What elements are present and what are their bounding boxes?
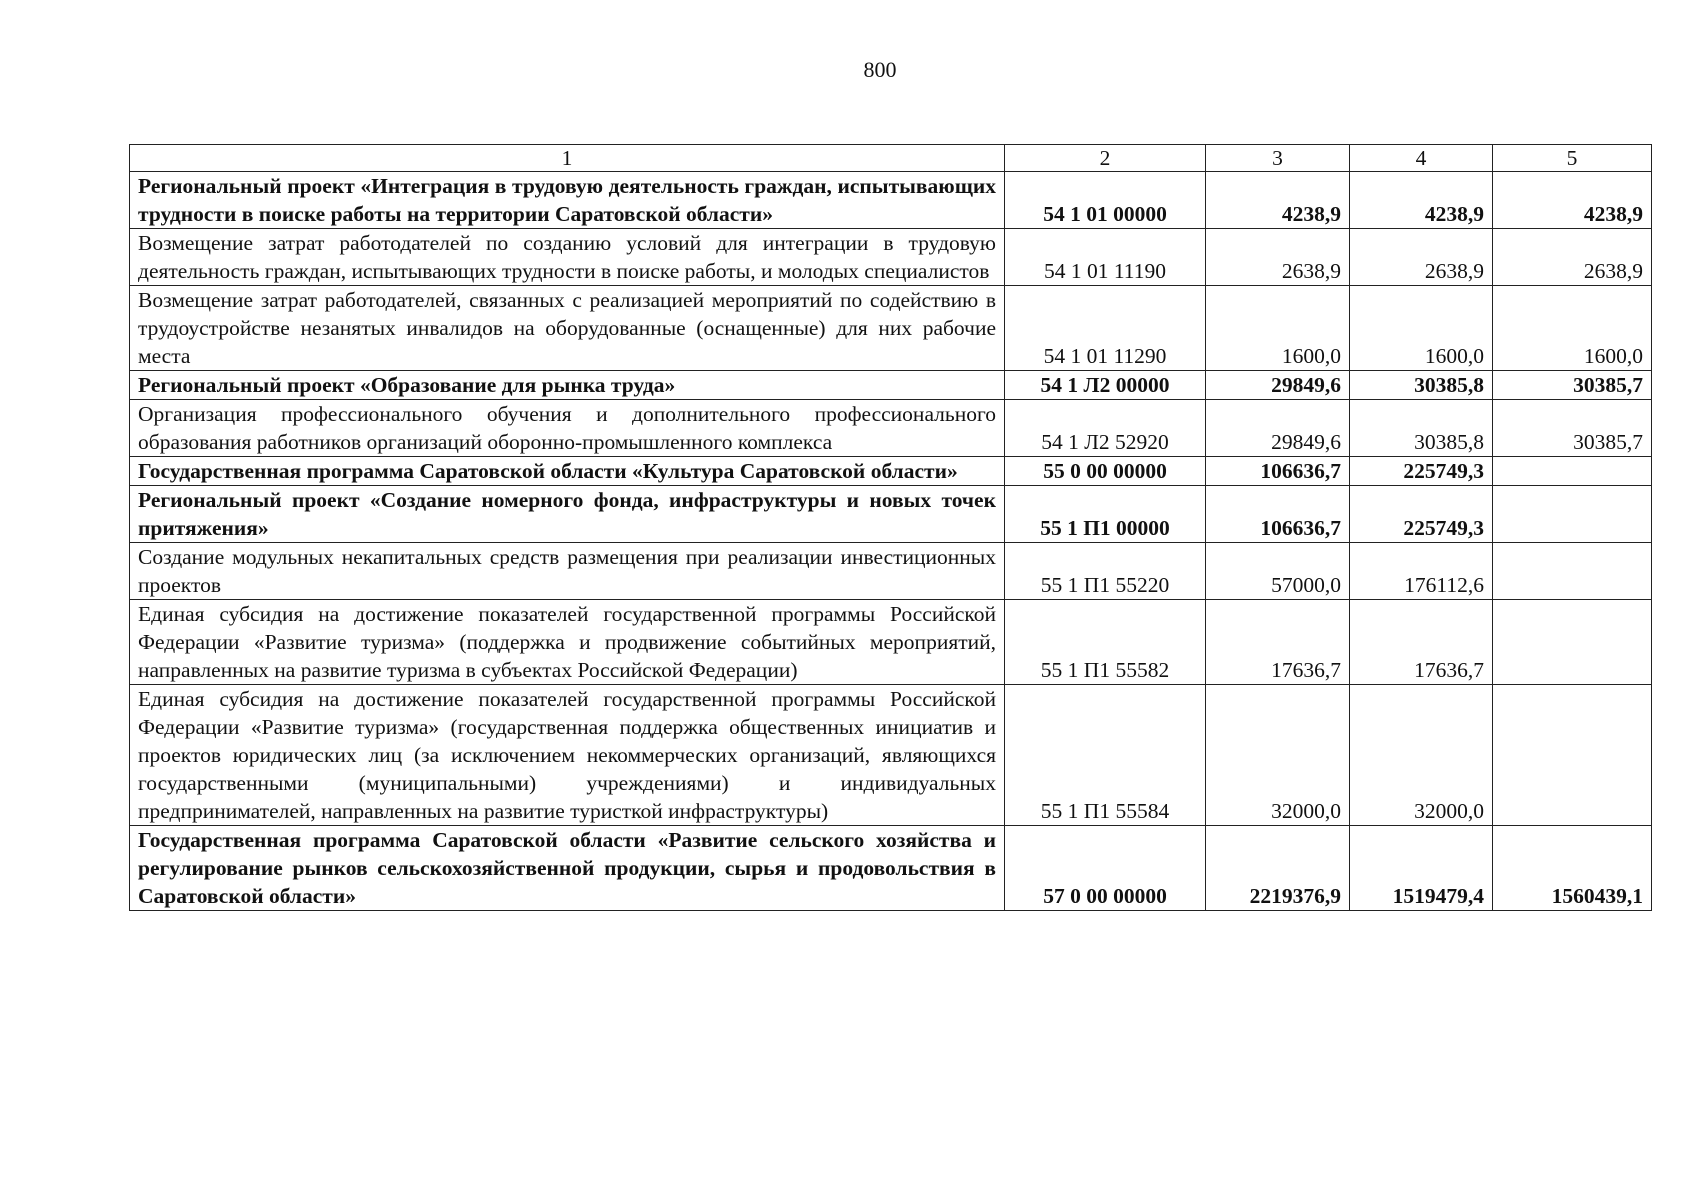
row-name: Государственная программа Саратовской области «Развитие сельского хозяйства и регулирование рынков сельскохозяйственной продукции, сырья и продовольствия в Саратовской области» (130, 826, 1005, 911)
page-number: 800 (863, 57, 897, 82)
table-row (130, 371, 1652, 400)
row-name: Региональный проект «Образование для рынка труда» (130, 371, 1005, 400)
row-value-1: 32000,0 (1206, 685, 1350, 826)
row-value-3 (1493, 457, 1652, 486)
row-value-2: 32000,0 (1350, 685, 1493, 826)
row-name: Создание модульных некапитальных средств размещения при реализации инвестиционных проектов (130, 543, 1005, 600)
row-name: Региональный проект «Создание номерного фонда, инфраструктуры и новых точек притяжения» (130, 486, 1005, 543)
row-value-1: 29849,6 (1206, 371, 1350, 400)
row-name: Возмещение затрат работодателей, связанных с реализацией мероприятий по содействию в трудоустройстве незанятых инвалидов на оборудованные (оснащенные) для них рабочие места (130, 286, 1005, 371)
table-row (130, 286, 1652, 371)
row-value-2: 225749,3 (1350, 457, 1493, 486)
row-code: 55 1 П1 00000 (1005, 486, 1206, 543)
table-row (130, 685, 1652, 826)
row-value-2: 225749,3 (1350, 486, 1493, 543)
row-name: Единая субсидия на достижение показателей государственной программы Российской Федерации «Развитие туризма» (государственная поддержка общественных инициатив и проектов юридических лиц (за исключением некоммерческих организаций, являющихся государственными (муниципальными) учреждениями) и индивидуальных предпринимателей, направленных на развитие туристкой инфраструктуры) (130, 685, 1005, 826)
row-code: 55 1 П1 55582 (1005, 600, 1206, 685)
column-header-1: 1 (130, 145, 1005, 172)
row-value-3: 1560439,1 (1493, 826, 1652, 911)
row-value-3 (1493, 543, 1652, 600)
row-value-1: 2219376,9 (1206, 826, 1350, 911)
row-value-1: 4238,9 (1206, 172, 1350, 229)
row-value-3: 30385,7 (1493, 371, 1652, 400)
column-header-3: 3 (1206, 145, 1350, 172)
row-value-2: 1600,0 (1350, 286, 1493, 371)
row-value-2: 176112,6 (1350, 543, 1493, 600)
row-value-2: 30385,8 (1350, 371, 1493, 400)
row-name: Организация профессионального обучения и дополнительного профессионального образования работников организаций оборонно-промышленного комплекса (130, 400, 1005, 457)
row-code: 57 0 00 00000 (1005, 826, 1206, 911)
row-code: 54 1 01 11290 (1005, 286, 1206, 371)
row-value-1: 106636,7 (1206, 457, 1350, 486)
row-value-1: 1600,0 (1206, 286, 1350, 371)
column-header-2: 2 (1005, 145, 1206, 172)
row-code: 54 1 01 00000 (1005, 172, 1206, 229)
budget-table (129, 144, 1652, 911)
row-value-3: 30385,7 (1493, 400, 1652, 457)
row-value-3: 4238,9 (1493, 172, 1652, 229)
row-value-2: 30385,8 (1350, 400, 1493, 457)
row-code: 55 0 00 00000 (1005, 457, 1206, 486)
table-row (130, 486, 1652, 543)
row-value-1: 29849,6 (1206, 400, 1350, 457)
row-value-2: 4238,9 (1350, 172, 1493, 229)
column-header-5: 5 (1493, 145, 1652, 172)
row-value-3 (1493, 600, 1652, 685)
row-value-1: 106636,7 (1206, 486, 1350, 543)
table-row (130, 457, 1652, 486)
row-code: 54 1 01 11190 (1005, 229, 1206, 286)
row-name: Единая субсидия на достижение показателей государственной программы Российской Федерации «Развитие туризма» (поддержка и продвижение событийных мероприятий, направленных на развитие туризма в субъектах Российской Федерации) (130, 600, 1005, 685)
table-row (130, 826, 1652, 911)
table-row (130, 229, 1652, 286)
row-name: Возмещение затрат работодателей по созданию условий для интеграции в трудовую деятельность граждан, испытывающих трудности в поиске работы, и молодых специалистов (130, 229, 1005, 286)
header-row (130, 145, 1652, 172)
row-code: 54 1 Л2 52920 (1005, 400, 1206, 457)
row-name: Региональный проект «Интеграция в трудовую деятельность граждан, испытывающих трудности в поиске работы на территории Саратовской области» (130, 172, 1005, 229)
row-value-2: 17636,7 (1350, 600, 1493, 685)
column-header-4: 4 (1350, 145, 1493, 172)
row-code: 55 1 П1 55584 (1005, 685, 1206, 826)
row-code: 55 1 П1 55220 (1005, 543, 1206, 600)
row-value-1: 17636,7 (1206, 600, 1350, 685)
row-value-2: 2638,9 (1350, 229, 1493, 286)
row-name: Государственная программа Саратовской области «Культура Саратовской области» (130, 457, 1005, 486)
row-code: 54 1 Л2 00000 (1005, 371, 1206, 400)
row-value-3 (1493, 685, 1652, 826)
row-value-3: 2638,9 (1493, 229, 1652, 286)
table-row (130, 400, 1652, 457)
row-value-2: 1519479,4 (1350, 826, 1493, 911)
row-value-3 (1493, 486, 1652, 543)
row-value-1: 57000,0 (1206, 543, 1350, 600)
table-row (130, 172, 1652, 229)
table-header (130, 145, 1652, 172)
row-value-1: 2638,9 (1206, 229, 1350, 286)
table-row (130, 600, 1652, 685)
table-body (130, 172, 1652, 911)
table-row (130, 543, 1652, 600)
row-value-3: 1600,0 (1493, 286, 1652, 371)
